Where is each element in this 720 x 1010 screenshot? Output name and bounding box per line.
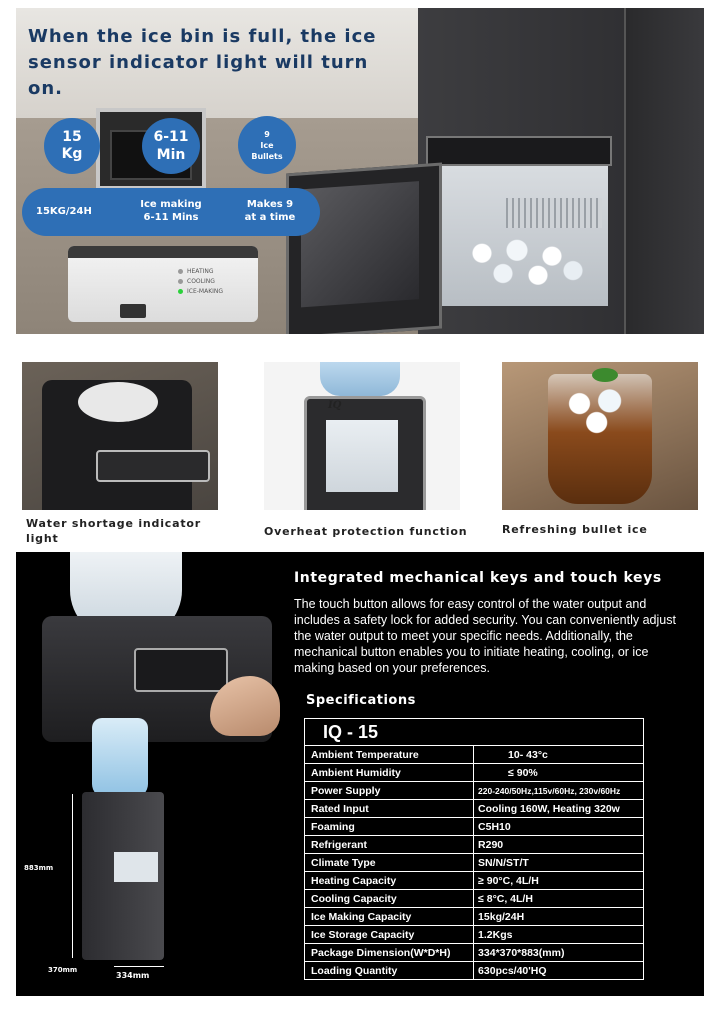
caption-overheat: Overheat protection function bbox=[264, 525, 468, 538]
spec-row: Ice Making Capacity 15kg/24H bbox=[305, 908, 644, 926]
pill-capacity: 15KG/24H bbox=[36, 206, 92, 217]
spec-row: Cooling Capacity ≤ 8°C, 4L/H bbox=[305, 890, 644, 908]
indicator-ice-making: ICE-MAKING bbox=[178, 288, 223, 296]
full-bottle-image bbox=[92, 718, 148, 798]
dim-width: 334mm bbox=[116, 971, 150, 980]
section-heading: Integrated mechanical keys and touch keys bbox=[294, 570, 662, 586]
hero-title: When the ice bin is full, the ice sensor indicator light will turn on. bbox=[28, 26, 377, 99]
indicator-heating: HEATING bbox=[178, 268, 214, 276]
pill-makes: Makes 9 at a time bbox=[244, 199, 296, 223]
dispenser-side-panel bbox=[624, 8, 704, 334]
spec-row: Heating Capacity ≥ 90°C, 4L/H bbox=[305, 872, 644, 890]
ice-grille-image bbox=[506, 198, 602, 228]
touch-panel-image bbox=[134, 648, 228, 692]
caption-water-shortage: Water shortage indicator light bbox=[26, 517, 201, 545]
bullets-bubble: 9 Ice Bullets bbox=[238, 116, 296, 174]
open-door-image bbox=[286, 163, 442, 334]
spec-row: Power Supply 220-240/50Hz,115v/60Hz, 230v/60Hz bbox=[305, 782, 644, 800]
section-body: The touch button allows for easy control of the water output and includes a safety lock for added security. You can conveniently adjust the water output to meet your specific needs. Additionally, the mechanical button enables you to initiate heating, cooling, or ice making based on your preferences. bbox=[294, 597, 676, 675]
spec-row: Climate Type SN/N/ST/T bbox=[305, 854, 644, 872]
spec-row: Ambient Temperature 10- 43°c bbox=[305, 746, 644, 764]
spec-row: Foaming C5H10 bbox=[305, 818, 644, 836]
time-bubble: 6-11 Min bbox=[142, 118, 200, 174]
spec-row: Package Dimension(W*D*H) 334*370*883(mm) bbox=[305, 944, 644, 962]
caption-bullet-ice: Refreshing bullet ice bbox=[502, 523, 648, 536]
capacity-bubble: 15 Kg bbox=[44, 118, 100, 174]
dim-height: 883mm bbox=[24, 864, 54, 872]
spec-row: Ambient Humidity ≤ 90% bbox=[305, 764, 644, 782]
spec-row: Rated Input Cooling 160W, Heating 320w bbox=[305, 800, 644, 818]
control-panel-closeup bbox=[68, 246, 258, 322]
ice-window-image bbox=[114, 852, 158, 882]
feature-image-bullet-ice bbox=[502, 362, 698, 510]
pill-ice-making: Ice making 6-11 Mins bbox=[140, 199, 202, 223]
model-name: IQ - 15 bbox=[305, 719, 644, 746]
indicator-cooling: COOLING bbox=[178, 278, 215, 286]
spec-row: Loading Quantity 630pcs/40'HQ bbox=[305, 962, 644, 980]
spec-heading: Specifications bbox=[306, 693, 416, 708]
drip-tray-image bbox=[426, 136, 612, 166]
hero-banner bbox=[16, 8, 704, 334]
feature-image-overheat bbox=[264, 362, 460, 510]
feature-pill bbox=[22, 188, 320, 236]
feature-image-water-shortage bbox=[22, 362, 218, 510]
spec-table bbox=[304, 718, 644, 980]
dim-depth: 370mm bbox=[48, 966, 78, 974]
iq-logo: IQ bbox=[328, 400, 342, 411]
panel-slot bbox=[120, 304, 146, 318]
spec-row: Ice Storage Capacity 1.2Kgs bbox=[305, 926, 644, 944]
ice-cubes-image bbox=[454, 230, 594, 288]
spec-row: Refrigerant R290 bbox=[305, 836, 644, 854]
